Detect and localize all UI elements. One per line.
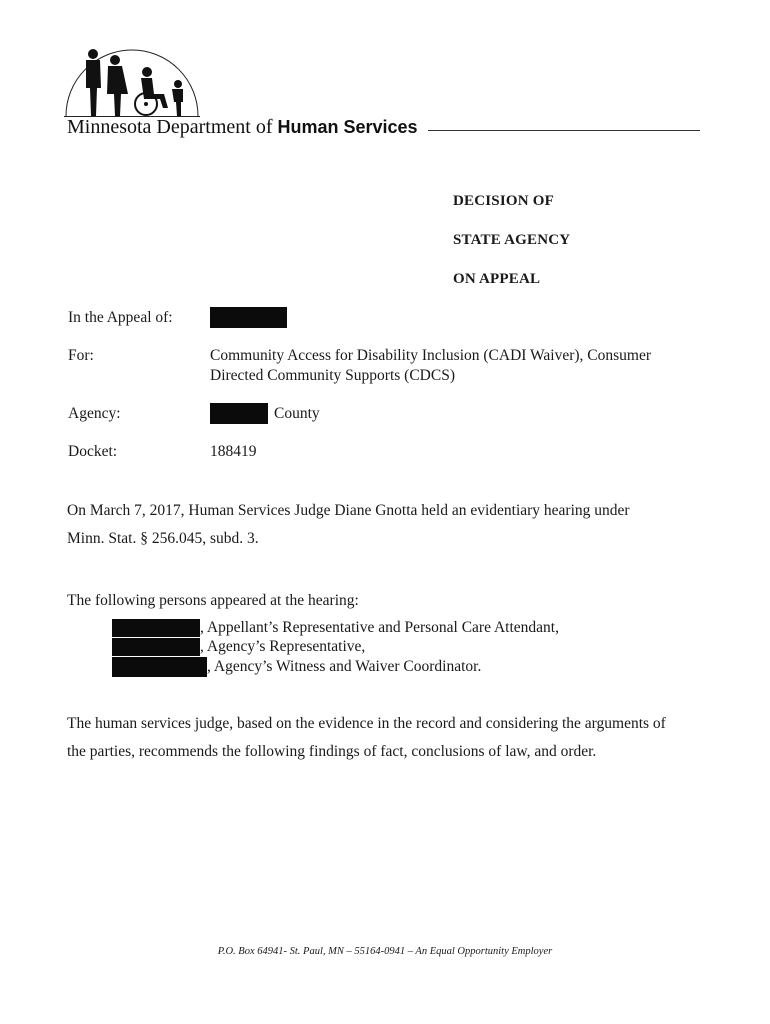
appearance-row (112, 637, 365, 656)
decision-title-line-3: ON APPEAL (453, 271, 541, 287)
docket-label: Docket: (68, 443, 118, 460)
recommendation-line-1: The human services judge, based on the evidence in the record and considering the arguments of (67, 715, 666, 732)
hearing-paragraph-line-2: Minn. Stat. § 256.045, subd. 3. (67, 530, 259, 547)
docket-value: 188419 (210, 443, 257, 460)
redacted-person-name (112, 619, 200, 637)
for-value-line-2: Directed Community Supports (CDCS) (210, 367, 455, 384)
agency-value-county: County (274, 405, 320, 422)
appearance-row (112, 618, 559, 637)
header-divider (428, 130, 700, 131)
redacted-appellant-name (210, 307, 287, 328)
agency-name-regular: Minnesota Department of (67, 116, 273, 138)
dhs-logo-icon (64, 42, 200, 118)
appearance-role: , Appellant’s Representative and Personal Care Attendant, (200, 618, 559, 636)
redacted-person-name (112, 657, 207, 677)
agency-name (67, 116, 418, 139)
page-footer: P.O. Box 64941- St. Paul, MN – 55164-0941 – An Equal Opportunity Employer (217, 946, 553, 957)
agency-name-bold: Human Services (277, 117, 418, 137)
recommendation-line-2: the parties, recommends the following findings of fact, conclusions of law, and order. (67, 743, 597, 760)
appearance-role: , Agency’s Witness and Waiver Coordinator. (207, 657, 482, 675)
hearing-paragraph (67, 497, 717, 553)
appearances-intro: The following persons appeared at the hearing: (67, 592, 359, 609)
recommendation-paragraph (67, 710, 717, 766)
decision-title-line-1: DECISION OF (453, 193, 554, 209)
appearance-role: , Agency’s Representative, (200, 637, 366, 655)
redacted-county-name (210, 403, 268, 424)
redacted-person-name (112, 638, 200, 656)
agency-label: Agency: (68, 405, 121, 422)
for-label: For: (68, 347, 94, 364)
for-value-line-1: Community Access for Disability Inclusion (CADI Waiver), Consumer (210, 347, 652, 364)
hearing-paragraph-line-1: On March 7, 2017, Human Services Judge Diane Gnotta held an evidentiary hearing under (67, 502, 630, 519)
decision-title-line-2: STATE AGENCY (453, 232, 571, 248)
appeal-of-label: In the Appeal of: (68, 309, 173, 326)
appearance-row (112, 657, 481, 676)
